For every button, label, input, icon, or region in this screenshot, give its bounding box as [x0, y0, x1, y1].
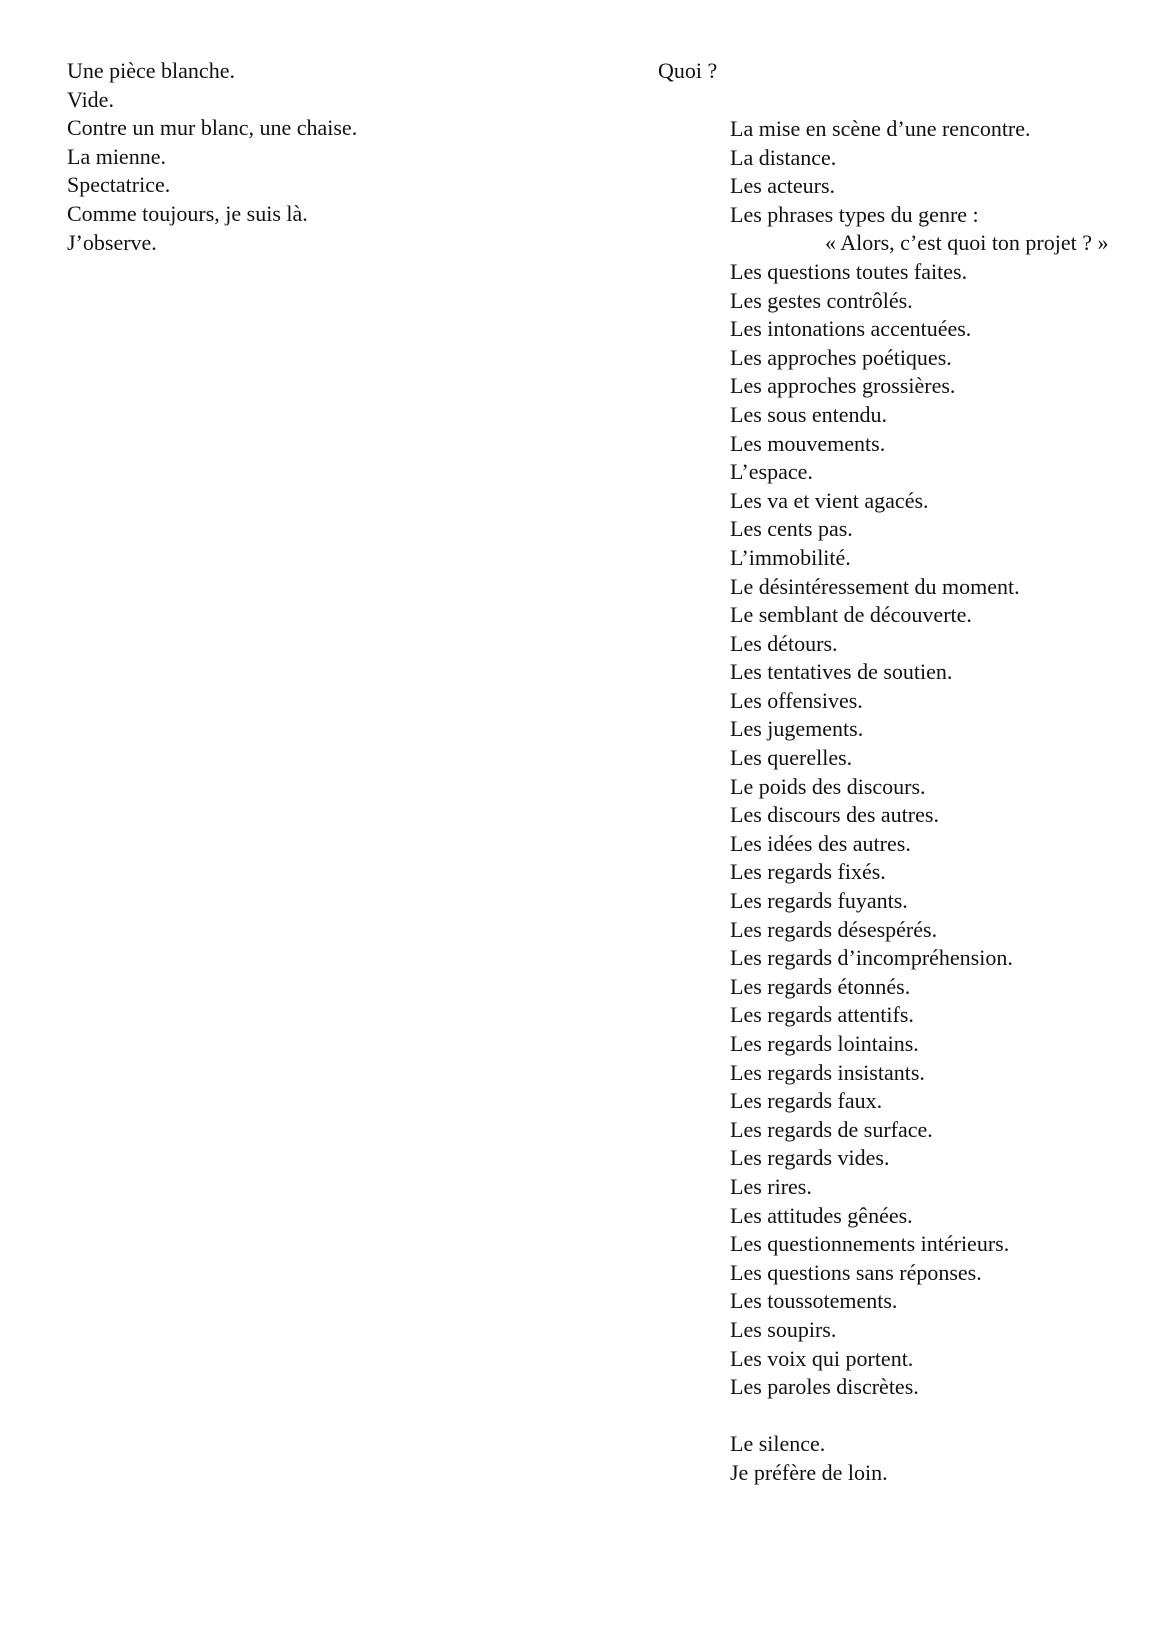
right-heading: Quoi ? — [658, 58, 718, 83]
right-line: Les regards fuyants. — [730, 888, 908, 914]
right-line: La distance. — [730, 144, 837, 170]
left-line: La mienne. — [67, 143, 166, 169]
left-line: Spectatrice. — [67, 172, 171, 198]
right-line: Les sous entendu. — [730, 401, 888, 427]
right-line: Les détours. — [730, 630, 838, 656]
right-line: Les rires. — [730, 1173, 812, 1199]
right-line: Les voix qui portent. — [730, 1345, 914, 1371]
right-line: Les offensives. — [730, 687, 863, 713]
right-line: Les acteurs. — [730, 173, 836, 199]
right-line: Les tentatives de soutien. — [730, 659, 953, 685]
right-line: Les regards fixés. — [730, 859, 886, 885]
right-line: Les approches poétiques. — [730, 344, 952, 370]
closing-line: Je préfère de loin. — [730, 1459, 888, 1485]
right-line: Les cents pas. — [730, 516, 853, 542]
right-line: Les regards lointains. — [730, 1031, 919, 1056]
right-line: Les gestes contrôlés. — [730, 287, 913, 313]
right-line: Les questions toutes faites. — [730, 258, 968, 284]
right-line: Les questions sans réponses. — [730, 1259, 982, 1285]
left-line: Contre un mur blanc, une chaise. — [67, 115, 358, 141]
right-line: Les mouvements. — [730, 430, 886, 456]
right-line: Les regards désespérés. — [730, 916, 938, 942]
closing-line: Le silence. — [730, 1431, 826, 1456]
left-line: J’observe. — [67, 229, 157, 255]
right-line: Les regards insistants. — [730, 1059, 925, 1085]
right-line: L’immobilité. — [730, 544, 851, 570]
quoted-phrase: « Alors, c’est quoi ton projet ? » — [825, 230, 1109, 256]
right-line: Les intonations accentuées. — [730, 316, 972, 342]
right-line: Les va et vient agacés. — [730, 487, 929, 513]
right-line: L’espace. — [730, 459, 813, 485]
left-line: Une pièce blanche. — [67, 58, 235, 83]
right-line: Les toussotements. — [730, 1288, 898, 1314]
right-line: Les phrases types du genre : — [730, 201, 979, 227]
right-line: Les paroles discrètes. — [730, 1374, 919, 1400]
right-line: Les regards étonnés. — [730, 973, 911, 999]
right-line: La mise en scène d’une rencontre. — [730, 116, 1031, 141]
right-line: Les querelles. — [730, 745, 853, 771]
closing-stanza — [730, 1430, 888, 1487]
right-stanza — [730, 115, 1109, 1402]
right-line: Les regards attentifs. — [730, 1002, 914, 1028]
right-line: Les attitudes gênées. — [730, 1202, 913, 1228]
right-line: Les regards d’incompréhension. — [730, 945, 1013, 971]
right-line: Les questionnements intérieurs. — [730, 1231, 1010, 1257]
right-line: Le désintéressement du moment. — [730, 573, 1020, 599]
left-stanza — [67, 57, 357, 257]
right-line: Les jugements. — [730, 716, 864, 742]
right-line: Le poids des discours. — [730, 773, 926, 799]
right-line: Le semblant de découverte. — [730, 602, 972, 628]
right-line: Les regards de surface. — [730, 1116, 933, 1142]
right-line: Les discours des autres. — [730, 802, 939, 828]
right-line: Les soupirs. — [730, 1316, 837, 1342]
left-line: Vide. — [67, 86, 114, 112]
left-line: Comme toujours, je suis là. — [67, 200, 308, 226]
right-line: Les regards vides. — [730, 1145, 890, 1171]
right-line: Les idées des autres. — [730, 830, 911, 856]
right-line: Les approches grossières. — [730, 373, 956, 399]
right-line: Les regards faux. — [730, 1088, 883, 1114]
